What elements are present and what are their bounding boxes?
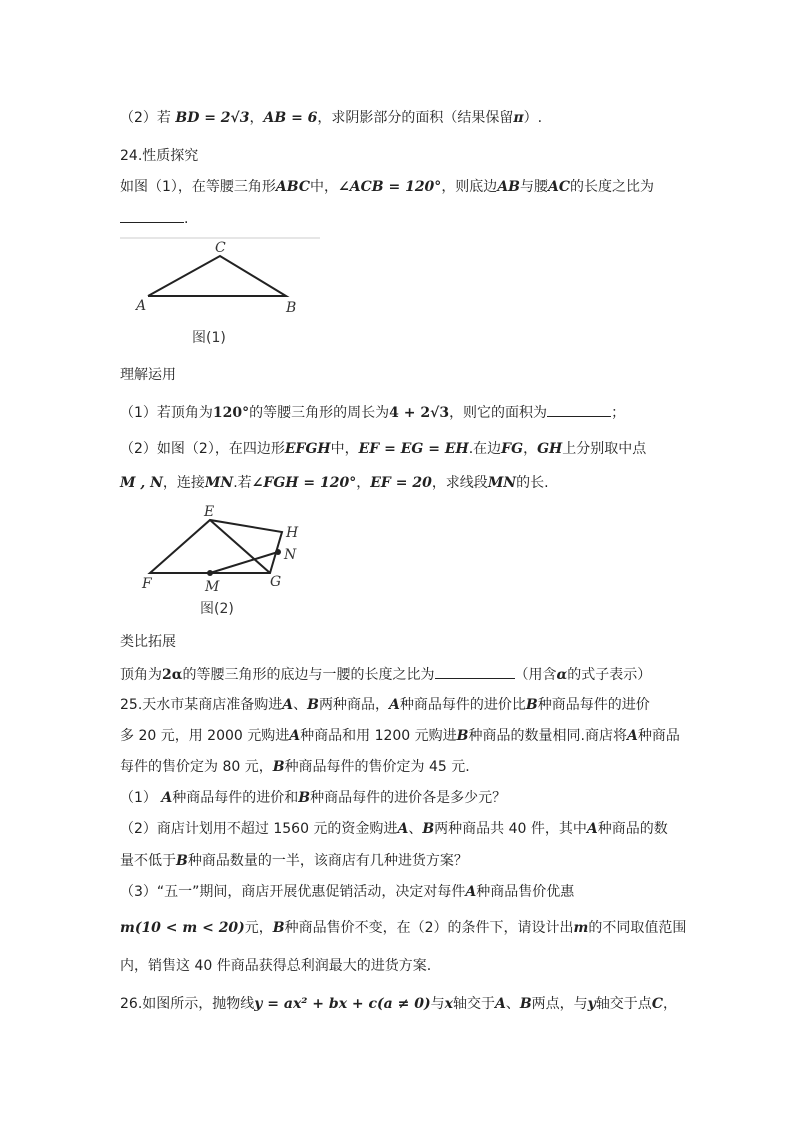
section-analogy: 类比拓展 bbox=[120, 634, 176, 650]
fig2-label-e: E bbox=[204, 505, 215, 520]
q24-title: 24.性质探究 bbox=[120, 148, 199, 164]
q25-p1: （1） A种商品每件的进价和B种商品每件的进价各是多少元？ bbox=[120, 790, 507, 806]
q23-part2-line: （2）若 BD = 2√3，AB = 6，求阴影部分的面积（结果保留π）. bbox=[120, 110, 543, 126]
q25-line3: 每件的售价定为 80 元，B种商品每件的售价定为 45 元. bbox=[120, 759, 470, 775]
q25-p3-line2: m(10 < m < 20)元，B种商品售价不变，在（2）的条件下，请设计出m的不同取值范围 bbox=[120, 920, 687, 936]
q26-line1: 26.如图所示，抛物线y = ax² + bx + c(a ≠ 0)与x轴交于A、B两点，与y轴交于点C， bbox=[120, 996, 677, 1012]
q25-line2: 多 20 元，用 2000 元购进A种商品和用 1200 元购进B种商品的数量相同.商店将A种商品 bbox=[120, 728, 680, 744]
fig1-label-b: B bbox=[286, 300, 297, 316]
q25-line1: 25.天水市某商店准备购进A、B两种商品，A种商品每件的进价比B种商品每件的进价 bbox=[120, 697, 650, 713]
q25-p3: （3）“五一”期间，商店开展优惠促销活动，决定对每件A种商品售价优惠 bbox=[120, 884, 575, 900]
fig2-label-m: M bbox=[205, 579, 220, 595]
fig1-label-a: A bbox=[136, 298, 147, 314]
answer-blank[interactable] bbox=[435, 664, 515, 679]
fig2-caption: 图(2) bbox=[200, 601, 234, 617]
fig1-label-c: C bbox=[215, 240, 226, 256]
answer-blank[interactable] bbox=[120, 208, 184, 223]
q25-p2: （2）商店计划用不超过 1560 元的资金购进A、B两种商品共 40 件，其中A种商品的数 bbox=[120, 821, 668, 837]
q24-extension: 顶角为2α的等腰三角形的底边与一腰的长度之比为 （用含α的式子表示） bbox=[120, 664, 651, 685]
figure-2-quadrilateral bbox=[130, 505, 330, 620]
q24-p1: （1）若顶角为120°的等腰三角形的周长为4 + 2√3，则它的面积为 ； bbox=[120, 402, 625, 423]
fig1-caption: 图(1) bbox=[192, 330, 226, 346]
q24-intro: 如图（1），在等腰三角形ABC中，∠ACB = 120°，则底边AB与腰AC的长度之比为 bbox=[120, 179, 655, 195]
math-pi: π bbox=[513, 110, 524, 126]
math-ab: AB = 6 bbox=[263, 110, 318, 126]
fig2-label-f: F bbox=[142, 576, 152, 592]
q24-p2: （2）如图（2），在四边形EFGH中，EF = EG = EH.在边FG，GH上分别取中点 bbox=[120, 441, 647, 457]
figure-1-triangle bbox=[120, 236, 320, 348]
math-bd: BD = 2√3 bbox=[175, 110, 250, 126]
section-understand: 理解运用 bbox=[120, 367, 176, 383]
answer-blank[interactable] bbox=[547, 402, 611, 417]
fig2-label-h: H bbox=[286, 525, 299, 541]
q25-p3-line3: 内，销售这 40 件商品获得总利润最大的进货方案. bbox=[120, 958, 432, 974]
q24-answer-line: . bbox=[120, 208, 188, 229]
q25-p2-line2: 量不低于B种商品数量的一半，该商店有几种进货方案？ bbox=[120, 853, 468, 869]
fig2-label-n: N bbox=[284, 547, 297, 563]
fig2-label-g: G bbox=[270, 574, 282, 590]
q24-p2-line2: M , N，连接MN.若∠FGH = 120°，EF = 20，求线段MN的长. bbox=[120, 475, 549, 491]
